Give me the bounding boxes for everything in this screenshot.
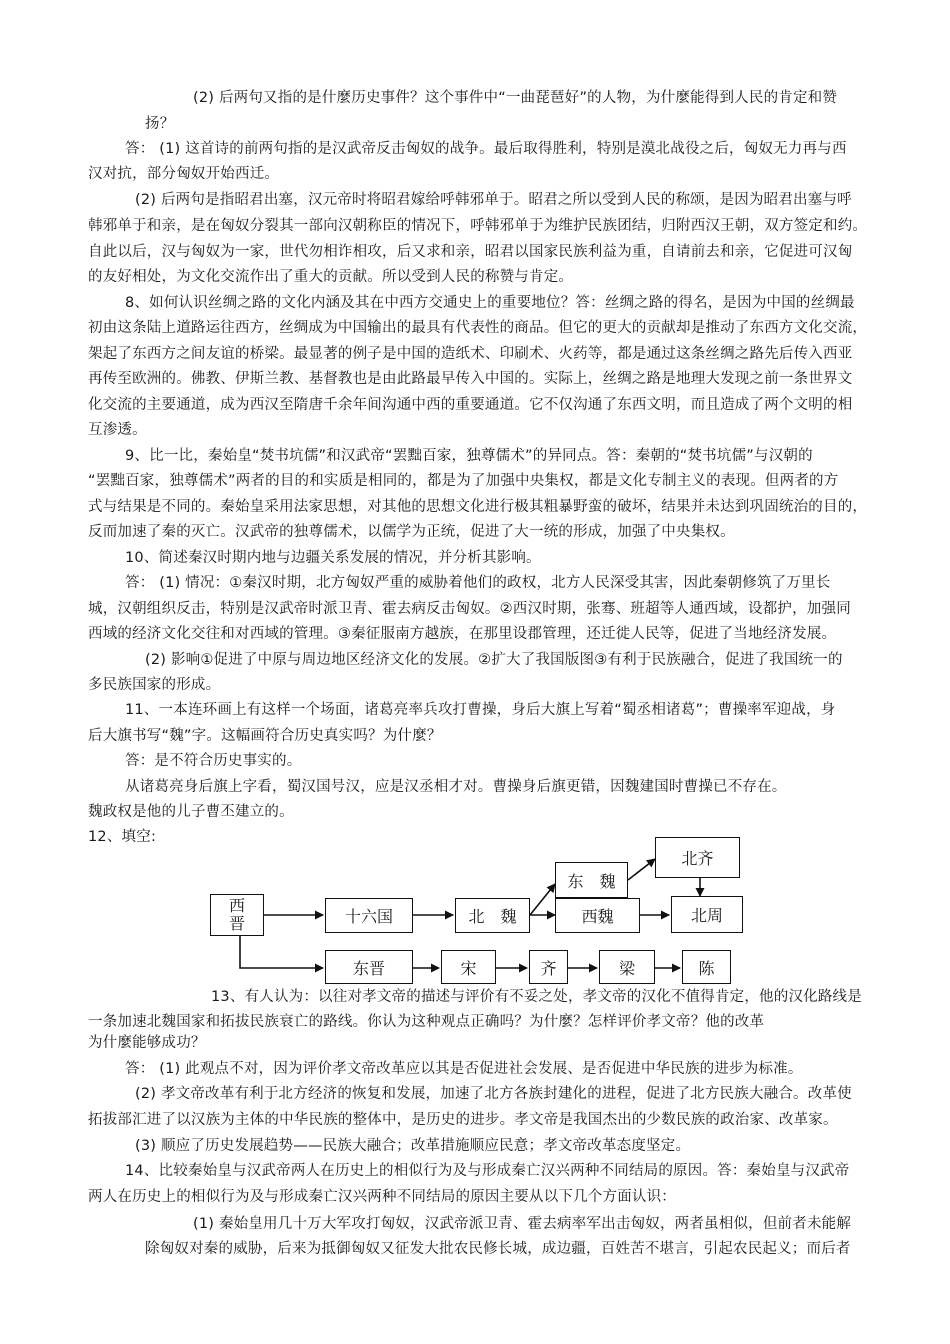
- a7-line5: 自此以后，汉与匈奴为一家，世代勿相诈相攻，后又求和亲，昭君以国家民族利益为重，自请前去和亲，它促进可汉匈: [88, 244, 853, 260]
- a7-line3: (2) 后两句是指昭君出塞，汉元帝时将昭君嫁给呼韩邪单于。昭君之所以受到人民的称颂，是因为昭君出塞与呼: [135, 192, 852, 208]
- a7-line6: 的友好相处，为文化交流作出了重大的贡献。所以受到人民的称赞与肯定。: [88, 269, 574, 285]
- node-beizhou: 北周: [671, 896, 743, 933]
- q9-line1: 9、比一比，秦始皇“焚书坑儒”和汉武帝“罢黜百家，独尊儒术”的异同点。答：秦朝的“焚书坑儒”与汉朝的: [125, 448, 813, 464]
- node-dongwei: 东 魏: [555, 862, 628, 898]
- q13-line7: (3) 顺应了历史发展趋势——民族大融合；改革措施顺应民意；孝文帝改革态度坚定。: [135, 1138, 691, 1154]
- node-xiwei: 西魏: [555, 898, 640, 933]
- q11-line5: 魏政权是他的儿子曹丕建立的。: [88, 804, 294, 820]
- node-liang: 梁: [599, 950, 655, 984]
- a7-line4: 韩邪单于和亲，是在匈奴分裂其一部向汉朝称臣的情况下，呼韩邪单于为维护民族团结，归附西汉王朝，双方签定和约。: [88, 218, 868, 234]
- node-shiliuguo: 十六国: [325, 898, 413, 933]
- q10-line5: (2) 影响①促进了中原与周边地区经济文化的发展。②扩大了我国版图③有利于民族融合，促进了我国统一的: [145, 652, 843, 668]
- q14-line3: (1) 秦始皇用几十万大军攻打匈奴，汉武帝派卫青、霍去病率军出击匈奴，两者虽相似，但前者未能解: [193, 1216, 852, 1232]
- q14-line4: 除匈奴对秦的威胁，后来为抵御匈奴又征发大批农民修长城，成边疆，百姓苦不堪言，引起农民起义；而后者: [145, 1241, 851, 1257]
- arrow-xijin-dongjin: [240, 936, 323, 968]
- node-qi: 齐: [529, 950, 568, 984]
- q10-line2: 答： (1) 情况：①秦汉时期，北方匈奴严重的威胁着他们的政权，北方人民深受其害，因此秦朝修筑了万里长: [125, 575, 831, 591]
- q11-line3: 答：是不符合历史事实的。: [125, 753, 302, 769]
- q8-line2: 初由这条陆上道路运往西方，丝绸成为中国输出的最具有代表性的商品。但它的更大的贡献却是推动了东西方文化交流，: [88, 320, 868, 336]
- q13-line5: (2) 孝文帝改革有利于北方经济的恢复和发展，加速了北方各族封建化的进程，促进了北方民族大融合。改革使: [135, 1086, 852, 1102]
- q7-sub2-line1: (2) 后两句又指的是什麼历史事件？这个事件中“一曲琵琶好”的人物，为什麼能得到人民的肯定和赞: [193, 90, 838, 106]
- a7-line1: 答： (1) 这首诗的前两句指的是汉武帝反击匈奴的战争。最后取得胜利，特别是漠北战役之后，匈奴无力再与西: [125, 141, 847, 157]
- q10-line3: 城，汉朝组织反击，特别是汉武帝时派卫青、霍去病反击匈奴。②西汉时期，张骞、班超等人通西域，设都护，加强同: [88, 601, 851, 617]
- node-song: 宋: [441, 950, 496, 984]
- q13-line4: 答： (1) 此观点不对，因为评价孝文帝改革应以其是否促进社会发展、是否促进中华民族的进步为标准。: [125, 1061, 803, 1077]
- q14-line1: 14、比较秦始皇与汉武帝两人在历史上的相似行为及与形成秦亡汉兴两种不同结局的原因。答：秦始皇与汉武帝: [125, 1163, 850, 1179]
- a7-line2: 汉对抗，部分匈奴开始西迁。: [88, 166, 280, 182]
- q9-line3: 式与结果是不同的。秦始皇采用法家思想，对其他的思想文化进行极其粗暴野蛮的破坏，结果并未达到巩固统治的目的，: [88, 499, 868, 515]
- q9-line2: “罢黜百家，独尊儒术”两者的目的和实质是相同的，都是为了加强中央集权，都是文化专制主义的表现。但两者的方: [88, 473, 839, 489]
- q8-line6: 互渗透。: [88, 422, 147, 438]
- node-dongjin: 东晋: [325, 950, 413, 984]
- arrow-beiwei-dongwei: [530, 884, 555, 915]
- q10-line6: 多民族国家的形成。: [88, 677, 221, 693]
- q13-line3: 为什麼能够成功？: [88, 1035, 206, 1051]
- q11-line4: 从诸葛亮身后旗上字看，蜀汉国号汉，应是汉丞相才对。曹操身后旗更错，因魏建国时曹操已不存在。: [125, 779, 787, 795]
- q10-line4: 西域的经济文化交往和对西域的管理。③秦征服南方越族，在那里设郡管理，还迁徙人民等，促进了当地经济发展。: [88, 626, 837, 642]
- node-xijin: 西 晋: [210, 894, 264, 936]
- q11-line2: 后大旗书写“魏”字。这幅画符合历史真实吗？为什麼？: [88, 728, 442, 744]
- arrow-dongwei-beiqi: [628, 859, 655, 880]
- q14-line2: 两人在历史上的相似行为及与形成秦亡汉兴两种不同结局的原因主要从以下几个方面认识：: [88, 1189, 676, 1205]
- q11-line1: 11、一本连环画上有这样一个场面，诸葛亮率兵攻打曹操，身后大旗上写着“蜀丞相诸葛”；曹操率军迎战，身: [125, 702, 836, 718]
- node-chen: 陈: [682, 950, 731, 984]
- q8-line4: 再传至欧洲的。佛教、伊斯兰教、基督教也是由此路最早传入中国的。实际上，丝绸之路是地理大发现之前一条世界文: [88, 371, 853, 387]
- q8-line3: 架起了东西方之间友谊的桥梁。最显著的例子是中国的造纸术、印刷术、火药等，都是通过这条丝绸之路先后传入西亚: [88, 346, 853, 362]
- q8-line5: 化交流的主要通道，成为西汉至隋唐千余年间沟通中西的重要通道。它不仅沟通了东西文明，而且造成了两个文明的相: [88, 397, 853, 413]
- q9-line4: 反而加速了秦的灭亡。汉武帝的独尊儒术，以儒学为正统，促进了大一统的形成，加强了中央集权。: [88, 524, 735, 540]
- q8-line1: 8、如何认识丝绸之路的文化内涵及其在中西方交通史上的重要地位？答：丝绸之路的得名，是因为中国的丝绸最: [125, 295, 855, 311]
- node-beiwei: 北 魏: [455, 898, 530, 933]
- q7-sub2-line2: 扬？: [145, 116, 175, 132]
- q13-line1: 13、有人认为：以往对孝文帝的描述与评价有不妥之处，孝文帝的汉化不值得肯定，他的汉化路线是: [211, 989, 862, 1005]
- node-beiqi: 北齐: [655, 837, 740, 878]
- q13-line6: 拓拔部汇进了以汉族为主体的中华民族的整体中，是历史的进步。孝文帝是我国杰出的少数民族的政治家、改革家。: [88, 1112, 838, 1128]
- q10-line1: 10、简述秦汉时期内地与边疆关系发展的情况，并分析其影响。: [125, 550, 541, 566]
- q13-line2: 一条加速北魏国家和拓拔民族衰亡的路线。你认为这种观点正确吗？为什麼？怎样评价孝文帝？他的改革: [88, 1014, 765, 1030]
- q12-title: 12、填空:: [88, 829, 157, 845]
